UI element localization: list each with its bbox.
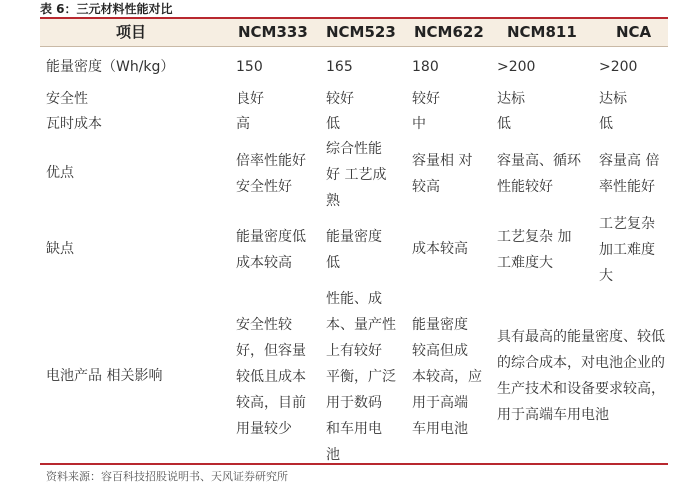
cell-adv-ncm333 xyxy=(236,148,306,200)
cell-adv-ncm622 xyxy=(412,148,472,200)
text-line: 生产技术和设备要求较高， xyxy=(497,381,665,397)
text-line: 用于高端车用电池 xyxy=(497,407,609,423)
text-line: 能量密度 xyxy=(412,317,468,333)
row-label-wh-cost: 瓦时成本 xyxy=(46,116,102,132)
text-line: 容量高 倍 xyxy=(599,153,660,169)
text-line: 倍率性能好 xyxy=(236,153,306,169)
text-line: 用于高端 xyxy=(412,395,468,411)
cell-energy-nca: >200 xyxy=(599,59,638,75)
header-ncm811: NCM811 xyxy=(507,23,577,41)
cell-cost-ncm811: 低 xyxy=(497,116,511,132)
cell-safety-ncm333: 良好 xyxy=(236,91,264,107)
header-divider xyxy=(40,46,668,47)
text-line: 成本较高 xyxy=(236,255,292,271)
text-line: 率性能好 xyxy=(599,179,655,195)
cell-energy-ncm622: 180 xyxy=(412,59,439,75)
text-line: 熟 xyxy=(326,193,340,209)
cell-safety-ncm523: 较好 xyxy=(326,91,354,107)
text-line: 容量高、循环 xyxy=(497,153,581,169)
text-line: 和车用电 xyxy=(326,421,382,437)
text-line: 本较高，应 xyxy=(412,369,482,385)
header-ncm523: NCM523 xyxy=(326,23,396,41)
text-line: 好 工艺成 xyxy=(326,167,387,183)
row-label-product-impact: 电池产品 相关影响 xyxy=(46,368,163,384)
text-line: 工艺复杂 xyxy=(599,216,655,232)
header-ncm333: NCM333 xyxy=(238,23,308,41)
cell-energy-ncm811: >200 xyxy=(497,59,536,75)
table-caption: 表 6：三元材料性能对比 xyxy=(40,2,173,16)
cell-energy-ncm333: 150 xyxy=(236,59,263,75)
text-line: 能量密度 xyxy=(326,229,382,245)
text-line: 大 xyxy=(599,268,613,284)
text-line: 较高 xyxy=(412,179,440,195)
text-line: 较低且成本 xyxy=(236,369,306,385)
text-line: 能量密度低 xyxy=(236,229,306,245)
text-line: 较高但成 xyxy=(412,343,468,359)
text-line: 性能较好 xyxy=(497,179,553,195)
text-line: 的综合成本，对电池企业的 xyxy=(497,355,665,371)
text-line: 工艺复杂 加 xyxy=(497,229,572,245)
header-nca: NCA xyxy=(616,23,652,41)
text-line: 性能、成 xyxy=(326,291,382,307)
bottom-rule xyxy=(40,463,668,465)
text-line: 安全性较 xyxy=(236,317,292,333)
cell-cost-nca: 低 xyxy=(599,116,613,132)
text-line: 用于数码 xyxy=(326,395,382,411)
cell-impact-ncm523 xyxy=(326,286,396,468)
text-line: 具有最高的能量密度、较低 xyxy=(497,329,665,345)
cell-impact-ncm622 xyxy=(412,312,482,442)
text-line: 安全性好 xyxy=(236,179,292,195)
cell-dis-ncm523 xyxy=(326,224,382,276)
text-line: 低 xyxy=(326,255,340,271)
cell-cost-ncm523: 低 xyxy=(326,116,340,132)
text-line: 用量较少 xyxy=(236,421,292,437)
cell-adv-nca xyxy=(599,148,659,200)
cell-dis-nca xyxy=(599,211,655,289)
header-item: 项目 xyxy=(116,23,147,41)
text-line: 本、量产性 xyxy=(326,317,396,333)
text-line: 容量相 对 xyxy=(412,153,473,169)
cell-safety-nca: 达标 xyxy=(599,91,627,107)
text-line: 池 xyxy=(326,447,340,463)
cell-cost-ncm622: 中 xyxy=(412,116,426,132)
text-line: 综合性能 xyxy=(326,141,382,157)
cell-safety-ncm811: 达标 xyxy=(497,91,525,107)
text-line: 上有较好 xyxy=(326,343,382,359)
row-label-safety: 安全性 xyxy=(46,91,88,107)
cell-dis-ncm622 xyxy=(412,236,468,262)
text-line: 好，但容量 xyxy=(236,343,306,359)
source-note: 资料来源：容百科技招股说明书、天风证券研究所 xyxy=(46,470,288,483)
text-line: 工难度大 xyxy=(497,255,553,271)
cell-impact-ncm811-nca xyxy=(497,324,665,428)
text-line: 车用电池 xyxy=(412,421,468,437)
cell-safety-ncm622: 较好 xyxy=(412,91,440,107)
cell-dis-ncm811 xyxy=(497,224,571,276)
row-label-advantages: 优点 xyxy=(46,165,74,181)
cell-cost-ncm333: 高 xyxy=(236,116,250,132)
cell-impact-ncm333 xyxy=(236,312,306,442)
cell-adv-ncm523 xyxy=(326,136,386,214)
text-line: 成本较高 xyxy=(412,241,468,257)
cell-dis-ncm333 xyxy=(236,224,306,276)
text-line: 平衡，广泛 xyxy=(326,369,396,385)
row-label-energy-density: 能量密度（Wh/kg） xyxy=(46,59,175,75)
cell-adv-ncm811 xyxy=(497,148,581,200)
cell-energy-ncm523: 165 xyxy=(326,59,353,75)
text-line: 较高，目前 xyxy=(236,395,306,411)
header-ncm622: NCM622 xyxy=(414,23,484,41)
text-line: 加工难度 xyxy=(599,242,655,258)
row-label-disadvantages: 缺点 xyxy=(46,241,74,257)
